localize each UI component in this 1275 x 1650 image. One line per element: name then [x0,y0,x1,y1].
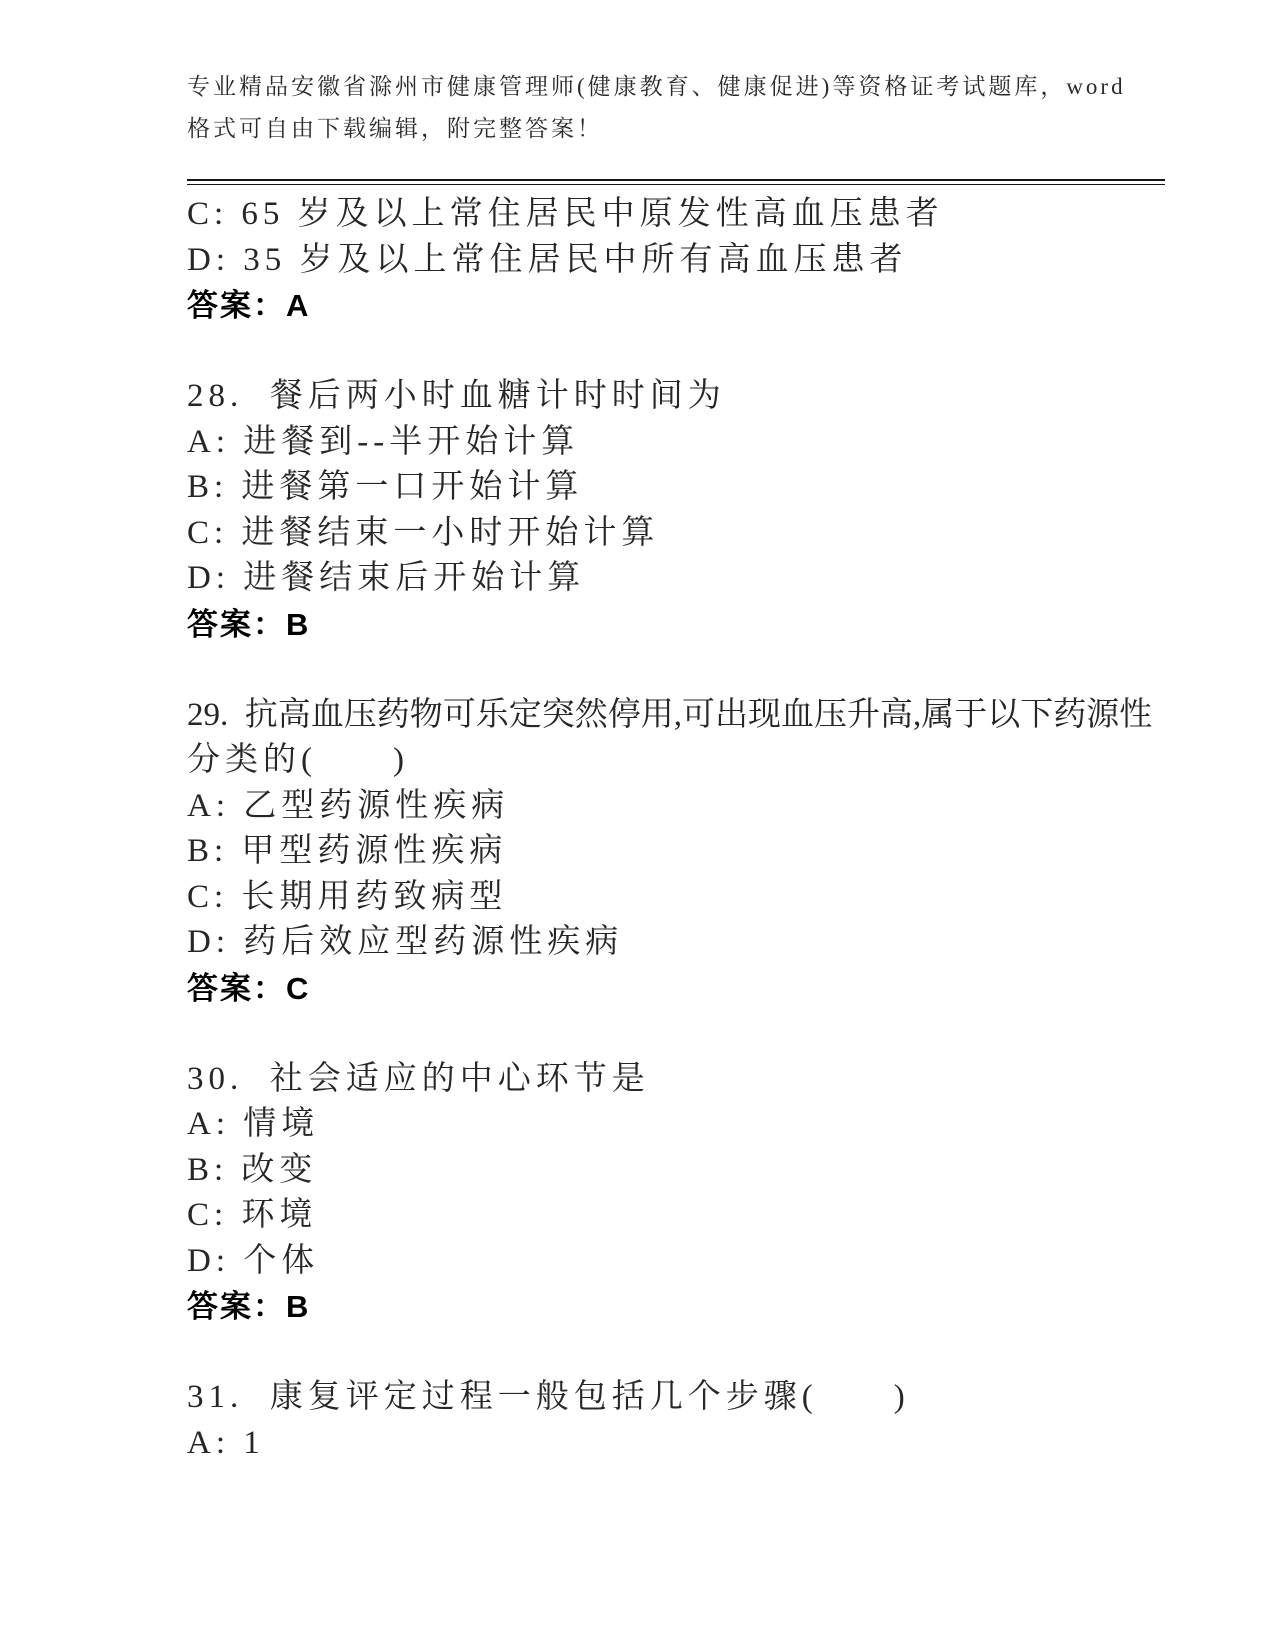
option-line: A: 乙型药源性疾病 [187,787,510,824]
option-line: B: 甲型药源性疾病 [187,833,508,869]
option-line: D: 药后效应型药源性疾病 [187,924,624,960]
option-line: D: 个体 [187,1242,320,1279]
answer-line: 答案：B [187,1289,311,1324]
option-line: C: 65 岁及以上常住居民中原发性高血压患者 [187,196,944,232]
option-line: D: 进餐结束后开始计算 [187,560,586,596]
question-line-continuation: 分类的( ) [187,742,409,778]
question-block [187,192,1197,329]
question-line: 31. 康复评定过程一般包括几个步骤( ) [187,1379,910,1415]
option-line: C: 环境 [187,1197,318,1233]
header-line-2: 格式可自由下载编辑，附完整答案！ [187,116,603,141]
question-block [187,1375,1197,1466]
option-line: B: 改变 [187,1151,318,1188]
question-block [187,1057,1197,1330]
questions-area [187,192,1197,1512]
page-header [187,66,1182,150]
option-line: D: 35 岁及以上常住居民中所有高血压患者 [187,241,908,278]
option-line: A: 1 [187,1424,265,1461]
answer-line: 答案：C [187,970,311,1006]
option-line: C: 长期用药致病型 [187,878,508,915]
question-line: 28. 餐后两小时血糖计时时间为 [187,378,726,414]
question-block [187,374,1197,647]
answer-line: 答案：B [187,606,311,642]
question-line: 29. 抗高血压药物可乐定突然停用,可出现血压升高,属于以下药源性 [187,696,1153,733]
header-line-1: 专业精品安徽省滁州市健康管理师(健康教育、健康促进)等资格证考试题库，word [187,74,1126,99]
header-rule [187,179,1165,185]
question-line: 30. 社会适应的中心环节是 [187,1060,650,1097]
option-line: A: 进餐到--半开始计算 [187,423,580,460]
option-line: A: 情境 [187,1106,320,1142]
answer-line: 答案：A [187,288,311,323]
question-block [187,693,1197,1012]
option-line: C: 进餐结束一小时开始计算 [187,514,660,551]
option-line: B: 进餐第一口开始计算 [187,469,584,505]
